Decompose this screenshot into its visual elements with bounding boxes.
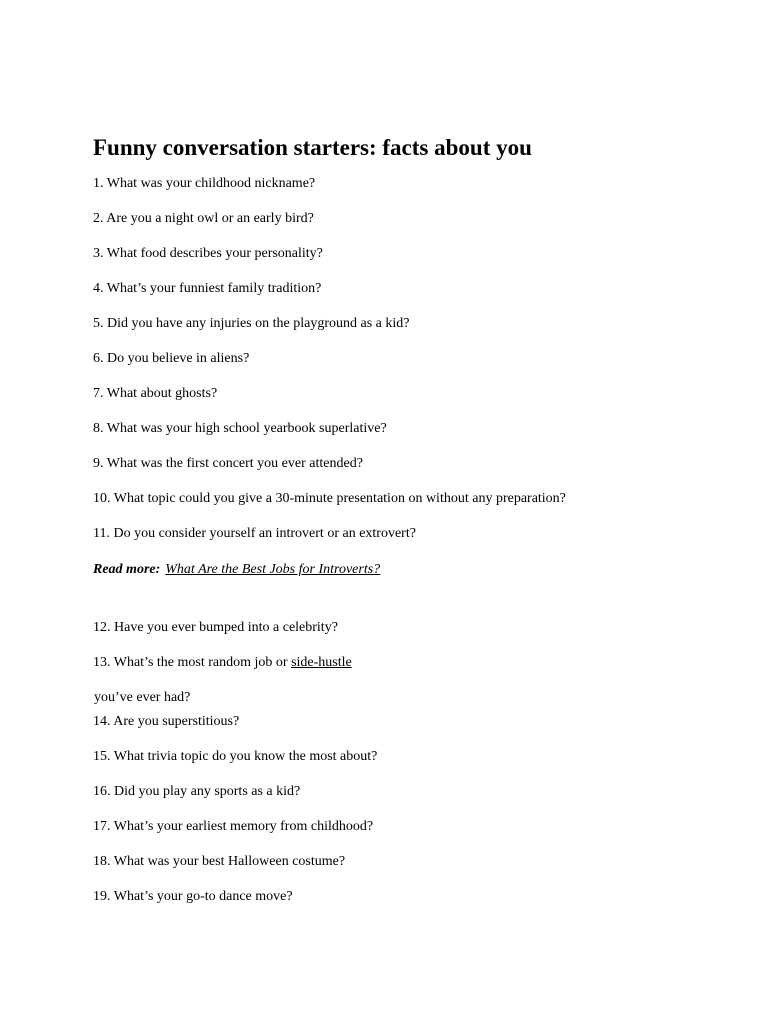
read-more-link[interactable]: What Are the Best Jobs for Introverts? [165, 562, 381, 577]
question-7: 7. What about ghosts? [93, 386, 218, 401]
question-4: 4. What’s your funniest family tradition? [93, 281, 322, 296]
question-13-text: 13. What’s the most random job or [93, 655, 292, 670]
question-8: 8. What was your high school yearbook superlative? [93, 421, 387, 436]
question-13-continuation: you’ve ever had? [94, 690, 191, 705]
page-title: Funny conversation starters: facts about you [93, 135, 532, 160]
question-17: 17. What’s your earliest memory from childhood? [93, 819, 374, 834]
question-19: 19. What’s your go-to dance move? [93, 889, 293, 904]
question-9: 9. What was the first concert you ever attended? [93, 456, 363, 471]
question-2: 2. Are you a night owl or an early bird? [93, 211, 314, 226]
question-14: 14. Are you superstitious? [93, 714, 240, 729]
question-12: 12. Have you ever bumped into a celebrity? [93, 620, 338, 635]
read-more [93, 561, 380, 579]
question-15: 15. What trivia topic do you know the most about? [93, 749, 378, 764]
question-6: 6. Do you believe in aliens? [93, 351, 250, 366]
question-16: 16. Did you play any sports as a kid? [93, 784, 301, 799]
question-1: 1. What was your childhood nickname? [93, 176, 316, 191]
question-10: 10. What topic could you give a 30-minute presentation on without any preparation? [93, 491, 566, 506]
side-hustle-link[interactable]: side-hustle [291, 655, 352, 670]
read-more-label: Read more: [93, 562, 161, 577]
question-18: 18. What was your best Halloween costume? [93, 854, 346, 869]
question-5: 5. Did you have any injuries on the playground as a kid? [93, 316, 410, 331]
question-13 [93, 654, 352, 672]
question-11: 11. Do you consider yourself an introvert or an extrovert? [93, 526, 416, 541]
question-3: 3. What food describes your personality? [93, 246, 323, 261]
